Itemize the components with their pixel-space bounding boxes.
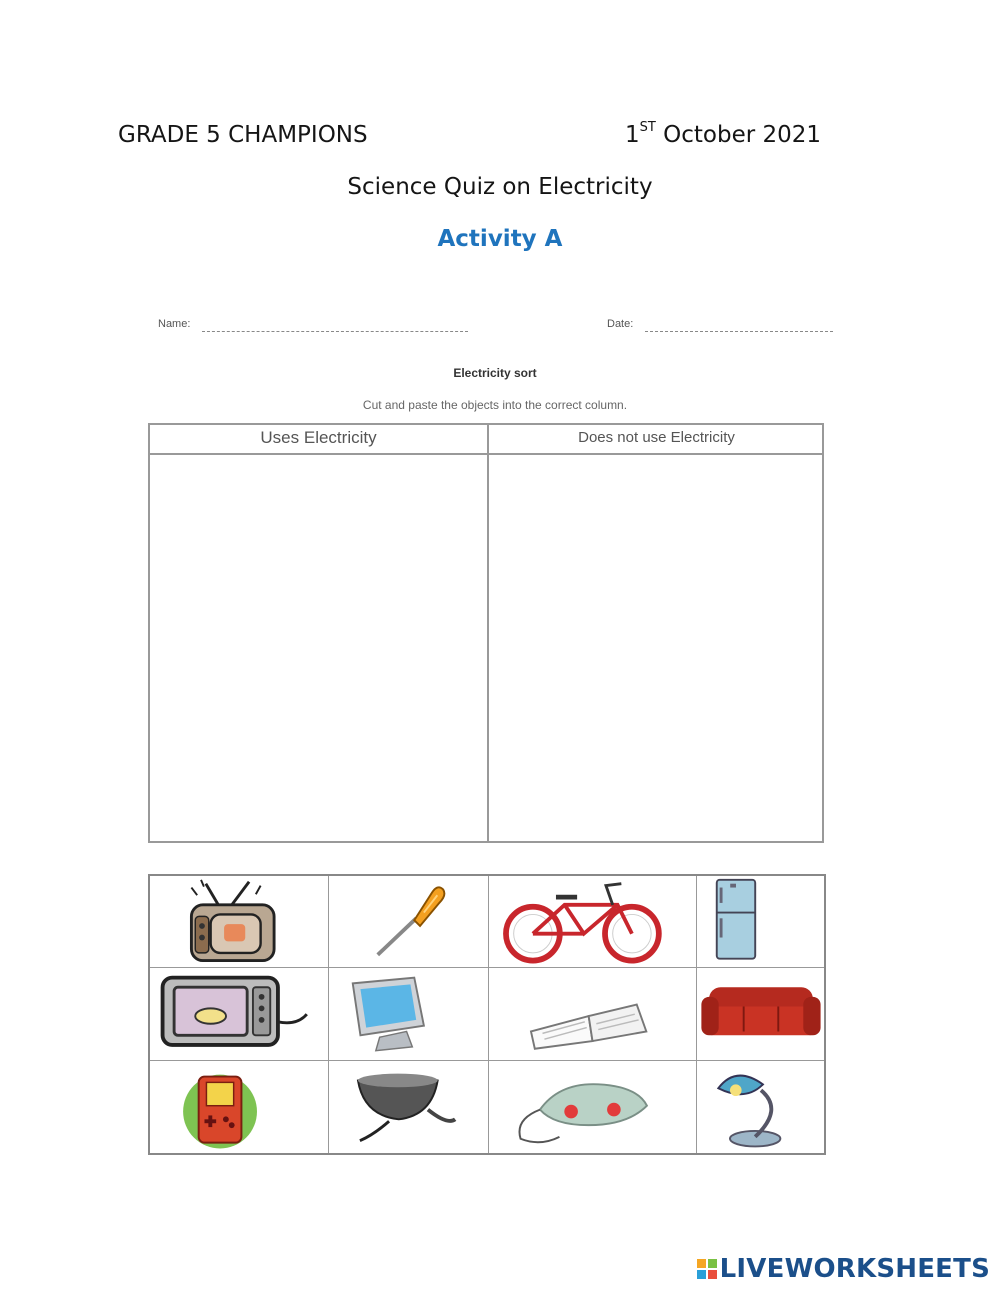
handheld-game-icon[interactable] <box>150 1061 329 1153</box>
computer-monitor-icon[interactable] <box>329 968 489 1060</box>
brand-text: LIVEWORKSHEETS <box>719 1254 990 1284</box>
screwdriver-icon[interactable] <box>329 876 489 968</box>
book-icon[interactable] <box>489 968 697 1060</box>
class-name: GRADE 5 CHAMPIONS <box>118 122 368 148</box>
activity-heading: Activity A <box>437 226 563 252</box>
sort-instructions: Cut and paste the objects into the correct column. <box>362 398 628 412</box>
desk-lamp-icon[interactable] <box>697 1061 824 1153</box>
name-line <box>202 331 468 332</box>
date-line <box>645 331 833 332</box>
brand-logo <box>697 1254 990 1284</box>
date-rest: October 2021 <box>655 122 822 148</box>
date-label: Date: <box>607 318 634 330</box>
sort-title: Electricity sort <box>453 366 537 380</box>
column-uses-electricity: Uses Electricity <box>260 428 377 447</box>
name-label: Name: <box>158 318 191 330</box>
date-day: 1 <box>625 122 640 148</box>
toy-car-icon[interactable] <box>489 1061 697 1153</box>
column-does-not-use-electricity: Does not use Electricity <box>578 429 735 446</box>
television-icon[interactable] <box>150 876 329 968</box>
refrigerator-icon[interactable] <box>697 876 824 968</box>
quiz-date <box>625 122 821 148</box>
brand-mark-icon <box>697 1259 717 1279</box>
date-suffix: ST <box>639 120 656 136</box>
microwave-icon[interactable] <box>150 968 329 1060</box>
sofa-icon[interactable] <box>697 968 824 1060</box>
mixing-bowl-icon[interactable] <box>329 1061 489 1153</box>
bicycle-icon[interactable] <box>489 876 697 968</box>
quiz-title: Science Quiz on Electricity <box>347 174 653 200</box>
sort-table <box>148 423 824 843</box>
objects-grid <box>148 874 826 1155</box>
